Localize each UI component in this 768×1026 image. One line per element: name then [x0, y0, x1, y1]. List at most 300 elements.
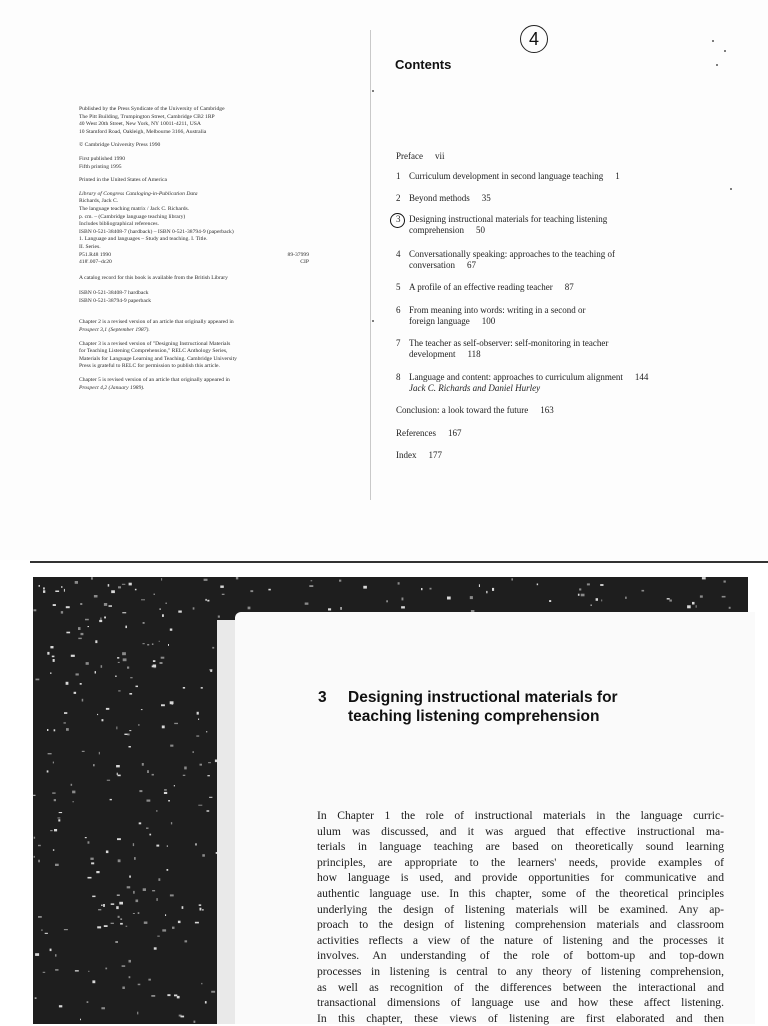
scan-noise-speck: [202, 854, 205, 857]
scan-noise-speck: [156, 810, 157, 811]
toc-references: [396, 428, 696, 439]
scan-noise-speck: [470, 596, 473, 599]
scan-noise-speck: [193, 607, 195, 609]
scan-noise-speck: [600, 584, 603, 586]
scan-noise-speck: [85, 837, 87, 838]
scan-noise-speck: [99, 752, 100, 755]
scan-noise-speck: [158, 878, 160, 881]
scan-noise-speck: [111, 590, 115, 593]
scan-noise-speck: [207, 600, 209, 602]
chapter3-note: Press is grateful to RELC for permission to publish this article.: [79, 363, 220, 370]
cip-line: 1. Language and languages – Study and teaching. I. Title.: [79, 236, 208, 243]
scan-noise-speck: [174, 785, 175, 786]
toc-label: Index: [396, 450, 417, 460]
scan-noise-speck: [207, 775, 210, 776]
scan-noise-speck: [168, 644, 169, 646]
scan-noise-speck: [596, 598, 598, 601]
toc-title: From meaning into words: writing in a second or: [409, 305, 586, 315]
scan-noise-speck: [171, 822, 172, 824]
scan-noise-speck: [85, 619, 89, 621]
scan-noise-speck: [147, 770, 149, 773]
scan-noise-speck: [38, 860, 40, 863]
scan-noise-speck: [185, 940, 188, 942]
scan-noise-speck: [421, 588, 423, 590]
imprint-line: Fifth printing 1995: [79, 163, 122, 170]
scan-speck: [724, 50, 726, 52]
cip-row: [79, 252, 309, 260]
scan-noise-speck: [138, 724, 139, 726]
scan-noise-speck: [64, 929, 68, 930]
scan-noise-speck: [81, 633, 84, 635]
scan-noise-speck: [38, 916, 42, 918]
scan-noise-speck: [152, 666, 154, 668]
scan-noise-speck: [700, 595, 703, 597]
scan-noise-speck: [492, 588, 494, 591]
scan-noise-speck: [118, 775, 121, 777]
scan-noise-speck: [123, 658, 127, 661]
scan-noise-speck: [39, 585, 41, 587]
scan-noise-speck: [41, 930, 43, 931]
scan-noise-speck: [120, 919, 122, 920]
scan-noise-speck: [143, 622, 145, 623]
toc-num: 5: [396, 282, 401, 292]
scan-noise-speck: [168, 800, 170, 802]
scan-noise-speck: [724, 581, 726, 583]
scan-noise-speck: [129, 960, 132, 963]
scan-noise-speck: [200, 764, 203, 766]
scan-noise-speck: [54, 829, 57, 831]
toc-page: 144: [634, 372, 649, 382]
scan-noise-speck: [115, 941, 118, 942]
scan-noise-speck: [101, 665, 103, 668]
scan-noise-speck: [72, 791, 75, 794]
scan-noise-speck: [147, 644, 149, 646]
scan-noise-speck: [309, 586, 313, 587]
scan-noise-speck: [133, 913, 135, 914]
cip-row: [79, 259, 309, 267]
scan-noise-speck: [129, 746, 131, 748]
toc-label: Preface: [396, 151, 423, 161]
scan-noise-speck: [94, 595, 98, 598]
scan-noise-speck: [103, 904, 105, 907]
scan-noise-speck: [88, 877, 92, 879]
scan-noise-speck: [66, 728, 69, 731]
scan-noise-speck: [127, 667, 129, 669]
scan-noise-speck: [340, 607, 341, 610]
imprint-line: First published 1990: [79, 155, 125, 162]
scan-noise-speck: [53, 762, 54, 764]
toc-conclusion: [396, 405, 696, 416]
scan-noise-speck: [136, 900, 139, 903]
scan-noise-speck: [202, 909, 203, 911]
scan-noise-speck: [55, 864, 59, 866]
toc-num: 2: [396, 193, 401, 203]
toc-page: 167: [447, 428, 462, 438]
scan-noise-speck: [401, 606, 405, 608]
scan-noise-speck: [339, 580, 341, 582]
scan-noise-speck: [268, 589, 270, 591]
scan-noise-speck: [53, 849, 54, 851]
scan-noise-speck: [50, 646, 53, 648]
scan-noise-speck: [99, 620, 102, 622]
toc-label: References: [396, 428, 436, 438]
scan-speck: [730, 188, 732, 190]
scan-noise-speck: [34, 609, 37, 611]
scan-noise-speck: [88, 971, 89, 972]
scan-noise-speck: [222, 594, 225, 595]
chapter2-note: Chapter 2 is a revised version of an article that originally appeared in: [79, 319, 234, 326]
scan-speck: [716, 64, 718, 66]
scan-noise-speck: [54, 799, 56, 801]
scan-noise-speck: [587, 583, 590, 585]
chapter-number: 3: [318, 689, 327, 706]
scan-noise-speck: [116, 727, 117, 730]
toc-page: vii: [434, 151, 445, 161]
scan-noise-speck: [95, 671, 96, 673]
scan-noise-speck: [209, 797, 212, 798]
scan-noise-speck: [104, 617, 106, 619]
cip-classification: P51.R48 1990: [79, 251, 112, 258]
scan-noise-speck: [236, 577, 238, 579]
cip-title: Library of Congress Cataloging-in-Publication Data: [79, 190, 198, 197]
toc-title-cont: comprehension: [409, 225, 464, 235]
scan-noise-speck: [59, 812, 62, 813]
scan-noise-speck: [82, 699, 84, 702]
scan-noise-speck: [447, 597, 451, 600]
cip-number: 89-37999: [287, 251, 309, 258]
toc-num: 3: [396, 214, 401, 224]
toc-item: [396, 171, 696, 182]
scan-noise-speck: [511, 578, 513, 580]
toc-title: A profile of an effective reading teacher: [409, 282, 553, 292]
scan-noise-speck: [328, 608, 331, 610]
scan-noise-speck: [204, 579, 208, 581]
scan-noise-speck: [195, 843, 196, 845]
scan-noise-speck: [54, 729, 56, 731]
cip-line: II. Series.: [79, 243, 101, 250]
scan-noise-speck: [110, 799, 112, 800]
scan-noise-speck: [138, 913, 140, 914]
scan-noise-speck: [34, 837, 35, 839]
scan-noise-speck: [117, 838, 121, 840]
scan-noise-speck: [129, 693, 132, 695]
toc-title: Conversationally speaking: approaches to the teaching of: [409, 249, 615, 259]
scan-noise-speck: [108, 584, 110, 587]
scan-noise-speck: [156, 898, 157, 901]
scan-noise-speck: [537, 584, 538, 586]
scan-speck: [712, 40, 714, 42]
scan-noise-speck: [159, 609, 161, 610]
scan-noise-speck: [194, 1021, 196, 1023]
scan-noise-speck: [159, 641, 160, 642]
scan-noise-speck: [64, 722, 66, 723]
scan-noise-speck: [88, 841, 90, 843]
scan-noise-speck: [92, 980, 95, 983]
scan-noise-speck: [162, 929, 166, 931]
body-text-line: In Chapter 1 the role of instructional materials in the language curric-: [317, 809, 724, 822]
scan-noise-speck: [148, 979, 151, 981]
catalog-note: A catalog record for this book is available from the British Library: [79, 274, 228, 281]
cip-code: CIP: [300, 259, 309, 266]
toc-item: [396, 305, 696, 327]
scan-noise-speck: [118, 916, 120, 918]
chapter-title-line: teaching listening comprehension: [348, 708, 600, 725]
page-gutter: [370, 30, 371, 500]
scan-noise-speck: [95, 640, 97, 643]
toc-num: 7: [396, 338, 401, 348]
body-text-line: ulum was discussed, and it was argued that effective instructional ma-: [317, 824, 724, 838]
chapter5-note: Chapter 5 is revised version of an article that originally appeared in: [79, 377, 230, 384]
scan-noise-speck: [201, 687, 203, 689]
scan-noise-speck: [201, 983, 202, 984]
toc-page: 87: [564, 282, 574, 292]
scan-noise-speck: [183, 775, 186, 776]
chapter5-note-source: Prospect 4,2 (January 1989).: [79, 384, 145, 391]
scan-noise-speck: [119, 902, 123, 905]
scan-noise-speck: [71, 655, 75, 657]
scan-noise-speck: [97, 926, 101, 928]
scan-noise-speck: [177, 996, 180, 999]
scan-noise-speck: [199, 904, 202, 906]
toc-title-cont: foreign language: [409, 316, 470, 326]
scan-noise-speck: [149, 834, 151, 836]
toc-authors: Jack C. Richards and Daniel Hurley: [409, 383, 541, 393]
chapter2-note-source: Prospect 3,1 (September 1987).: [79, 327, 150, 334]
scan-noise-speck: [122, 584, 125, 585]
scan-noise-speck: [200, 908, 202, 911]
cip-dewey: 418'.007–dc20: [79, 259, 112, 266]
scan-noise-speck: [167, 994, 170, 996]
scan-noise-speck: [107, 780, 110, 781]
scan-noise-speck: [625, 597, 627, 599]
scan-noise-speck: [172, 927, 175, 929]
scan-noise-speck: [47, 770, 49, 772]
toc-item: [396, 372, 756, 394]
scan-noise-speck: [193, 751, 194, 752]
scan-noise-speck: [211, 991, 215, 993]
scan-noise-speck: [35, 953, 39, 956]
scan-noise-speck: [134, 857, 136, 860]
imprint-line: Printed in the United States of America: [79, 177, 167, 184]
toc-title-cont: conversation: [409, 260, 455, 270]
scan-noise-speck: [141, 599, 145, 600]
scan-noise-speck: [196, 735, 199, 736]
scan-noise-speck: [71, 784, 73, 786]
body-text-line: In this chapter, these views of listening are first elaborated and then: [317, 1011, 724, 1025]
toc-item: [396, 249, 696, 271]
scan-noise-speck: [178, 611, 182, 613]
scan-noise-speck: [144, 922, 148, 924]
scan-noise-speck: [50, 673, 52, 674]
scan-noise-speck: [75, 970, 79, 971]
scan-noise-speck: [170, 701, 174, 704]
cip-line: Richards, Jack C.: [79, 198, 119, 205]
scan-noise-speck: [160, 662, 163, 664]
scan-noise-speck: [122, 987, 125, 990]
scan-noise-speck: [53, 604, 56, 606]
body-text-line: processes in listening is central to any theory of listening comprehension,: [317, 964, 724, 978]
scan-noise-speck: [143, 888, 146, 891]
scan-noise-speck: [34, 856, 35, 858]
body-text-line: transactional dimensions of language use and how these affect listening.: [317, 996, 724, 1010]
scan-noise-speck: [106, 708, 109, 710]
scan-noise-speck: [61, 611, 63, 614]
scan-noise-speck: [86, 662, 89, 665]
scan-noise-speck: [78, 638, 82, 639]
scan-noise-speck: [66, 606, 70, 608]
scan-noise-speck: [161, 657, 165, 659]
scan-noise-speck: [92, 896, 95, 898]
scan-noise-speck: [136, 686, 139, 688]
scan-noise-speck: [311, 580, 313, 581]
scan-noise-speck: [164, 789, 167, 791]
scan-noise-speck: [135, 589, 137, 591]
scan-noise-speck: [248, 607, 251, 610]
scan-noise-speck: [165, 603, 167, 604]
scan-noise-speck: [55, 954, 57, 956]
scan-noise-speck: [52, 792, 55, 793]
toc-title-cont: development: [409, 349, 456, 359]
scan-noise-speck: [91, 577, 93, 579]
toc-title: Designing instructional materials for teaching listening: [409, 214, 608, 224]
scan-noise-speck: [100, 618, 101, 621]
scan-noise-speck: [58, 817, 61, 818]
scan-noise-speck: [139, 790, 142, 792]
scan-noise-speck: [50, 949, 52, 952]
scan-noise-speck: [35, 998, 37, 999]
body-text-line: terials in language teaching are based on theoretically sound learning: [317, 840, 724, 854]
chapter3-note: Chapter 3 is a revised version of "Designing Instructional Materials: [79, 340, 231, 347]
scan-noise-speck: [151, 995, 155, 997]
scan-noise-speck: [36, 679, 40, 681]
scan-noise-speck: [146, 828, 149, 829]
scan-noise-speck: [164, 792, 167, 794]
scan-noise-speck: [118, 690, 120, 691]
scan-noise-speck: [250, 590, 253, 592]
scan-noise-speck: [117, 657, 119, 659]
scan-noise-speck: [486, 591, 487, 593]
body-text-line: authentic language use. In this chapter, some of the theoretical principles: [317, 886, 724, 900]
scan-noise-speck: [386, 600, 388, 602]
cip-line: ISBN 0-521-38408-7 (hardback) – ISBN 0-521-38794-9 (paperback): [79, 228, 234, 235]
scan-noise-speck: [147, 800, 151, 802]
scan-speck: [372, 320, 374, 322]
scan-noise-speck: [162, 614, 164, 617]
scan-noise-speck: [47, 729, 48, 731]
scan-noise-speck: [98, 909, 101, 910]
scan-noise-speck: [722, 596, 726, 598]
cip-line: Includes bibliographical references.: [79, 221, 159, 228]
toc-title: The teacher as self-observer: self-monitoring in teacher: [409, 338, 609, 348]
scan-noise-speck: [141, 709, 143, 710]
scan-noise-speck: [696, 605, 697, 608]
scan-noise-speck: [111, 923, 114, 924]
toc-title: Language and content: approaches to curriculum alignment: [409, 372, 623, 382]
scan-noise-speck: [152, 774, 154, 776]
scan-noise-speck: [126, 926, 128, 927]
scan-noise-speck: [78, 627, 81, 630]
toc-num: 6: [396, 305, 401, 315]
scan-noise-speck: [102, 719, 104, 721]
scan-noise-speck: [43, 972, 46, 973]
scan-noise-speck: [139, 822, 142, 824]
scan-noise-speck: [167, 869, 169, 871]
scan-noise-speck: [161, 704, 165, 706]
scan-noise-speck: [117, 895, 120, 896]
chapter3-note: Materials for Language Learning and Teaching. Cambridge University: [79, 355, 237, 362]
imprint-line: © Cambridge University Press 1990: [79, 142, 161, 149]
scan-noise-speck: [133, 843, 134, 846]
toc-page: 100: [481, 316, 496, 326]
toc-index: [396, 450, 696, 461]
scan-noise-speck: [156, 845, 159, 847]
scan-noise-speck: [101, 1007, 105, 1009]
scan-noise-speck: [55, 969, 58, 971]
scan-noise-speck: [152, 890, 155, 891]
scan-noise-speck: [127, 734, 129, 736]
scan-noise-speck: [109, 605, 113, 607]
scan-noise-speck: [93, 764, 94, 766]
scan-noise-speck: [205, 599, 206, 601]
scan-noise-speck: [167, 845, 168, 846]
toc-page: 35: [481, 193, 491, 203]
scan-noise-speck: [80, 1019, 81, 1021]
scan-noise-speck: [578, 594, 580, 596]
scan-noise-speck: [75, 581, 78, 584]
scan-noise-speck: [129, 583, 132, 586]
scan-noise-speck: [591, 605, 592, 606]
scan-noise-speck: [479, 584, 480, 587]
scan-noise-speck: [182, 906, 184, 909]
scan-noise-speck: [101, 905, 103, 906]
scan-noise-speck: [220, 586, 224, 588]
scan-noise-speck: [96, 871, 99, 873]
scan-noise-speck: [130, 677, 132, 678]
scan-noise-speck: [165, 914, 166, 916]
toc-label: Conclusion: a look toward the future: [396, 405, 529, 415]
scan-noise-speck: [55, 591, 59, 593]
scan-noise-speck: [152, 643, 154, 645]
toc-item: [396, 282, 696, 293]
scan-noise-speck: [82, 751, 85, 752]
scan-noise-speck: [80, 603, 82, 605]
scan-noise-speck: [170, 745, 173, 747]
scan-noise-speck: [97, 714, 98, 715]
chapter-body-text: [317, 808, 724, 1026]
scan-noise-speck: [153, 660, 156, 662]
scan-noise-speck: [120, 923, 123, 925]
scan-noise-speck: [116, 906, 119, 909]
toc-page: 50: [475, 225, 485, 235]
scan-noise-speck: [170, 629, 173, 631]
chapter-title-line: Designing instructional materials for: [348, 689, 618, 706]
scan-noise-speck: [208, 762, 211, 763]
body-text-line: proach to the design of listening comprehension materials and classroom: [317, 918, 724, 932]
scan-noise-speck: [206, 731, 207, 732]
toc-page: 118: [467, 349, 481, 359]
toc-page: 67: [466, 260, 476, 270]
scan-noise-speck: [581, 594, 585, 597]
scan-noise-speck: [127, 886, 131, 888]
scan-noise-speck: [129, 730, 131, 731]
scan-noise-speck: [91, 862, 94, 864]
scan-noise-speck: [195, 922, 199, 924]
scan-noise-speck: [363, 586, 367, 589]
scan-noise-speck: [642, 590, 645, 592]
contents-heading: Contents: [395, 57, 452, 72]
toc-page: 163: [540, 405, 554, 415]
imprint-line: 10 Stamford Road, Oakleigh, Melbourne 3166, Australia: [79, 128, 207, 135]
